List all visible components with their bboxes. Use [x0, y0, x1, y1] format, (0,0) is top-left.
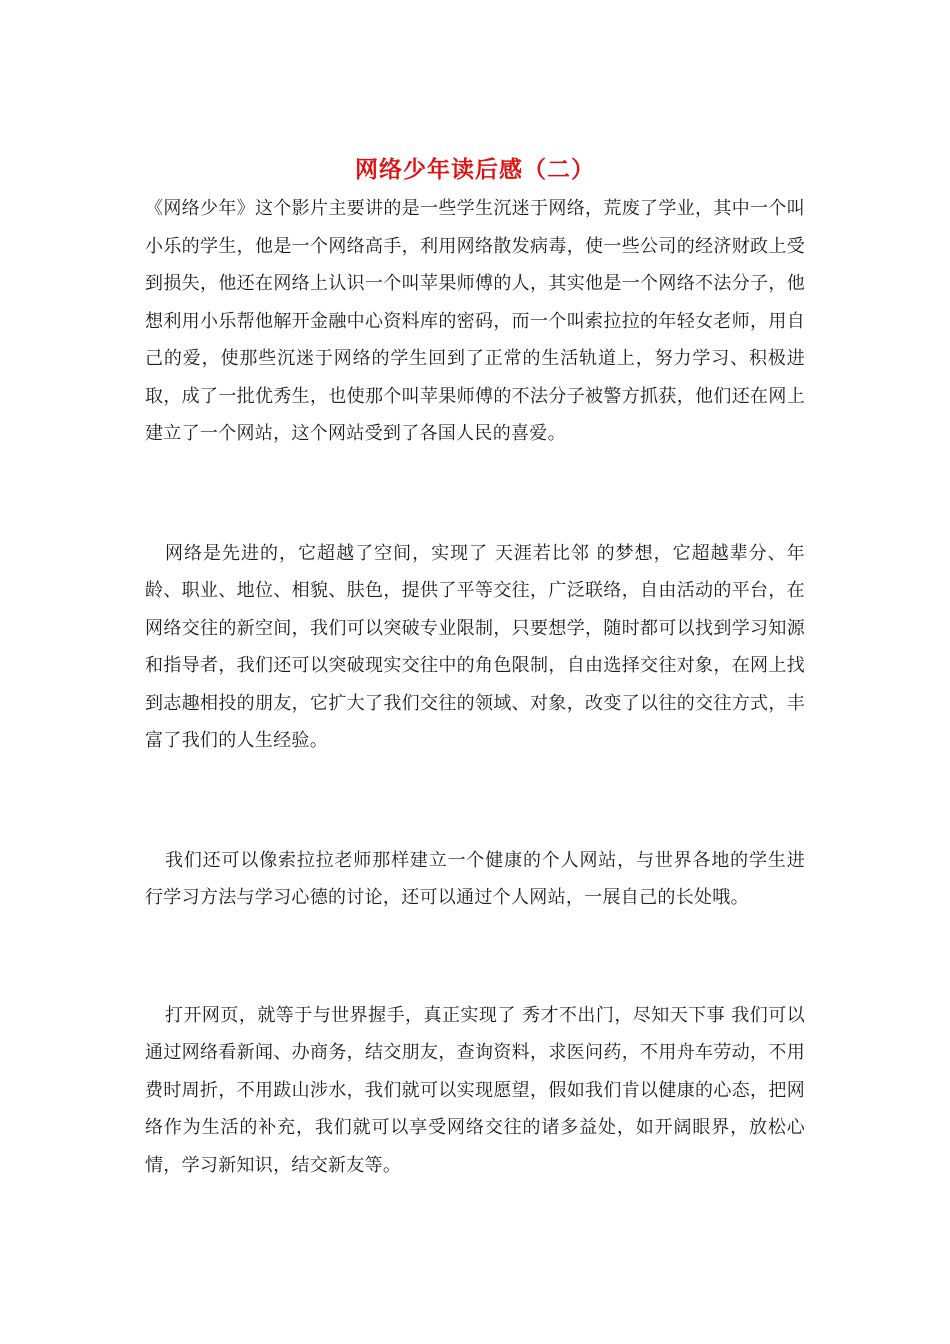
paragraph-gap	[145, 453, 805, 535]
document-page	[145, 150, 805, 1184]
paragraph-2: 网络是先进的，它超越了空间，实现了 天涯若比邻 的梦想，它超越辈分、年龄、职业、地位、相貌、肤色，提供了平等交往，广泛联络，自由活动的平台，在网络交往的新空间，我们可以突破专业限制，只要想学，随时都可以找到学习知源和指导者，我们还可以突破现实交往中的角色限制，自由选择交往对象，在网上找到志趣相投的朋友，它扩大了我们交往的领域、对象，改变了以往的交往方式，丰富了我们的人生经验。	[145, 542, 805, 751]
paragraph-gap	[145, 760, 805, 842]
paragraph-3: 我们还可以像索拉拉老师那样建立一个健康的个人网站，与世界各地的学生进行学习方法与学习心德的讨论，还可以通过个人网站，一展自己的长处哦。	[145, 849, 805, 908]
document-title: 网络少年读后感（二）	[355, 156, 595, 183]
paragraph-gap	[145, 917, 805, 997]
paragraph-1: 《网络少年》这个影片主要讲的是一些学生沉迷于网络，荒废了学业，其中一个叫小乐的学生，他是一个网络高手，利用网络散发病毒，使一些公司的经济财政上受到损失，他还在网络上认识一个叫苹果师傅的人，其实他是一个网络不法分子，他想利用小乐帮他解开金融中心资料库的密码，而一个叫索拉拉的年轻女老师，用自己的爱，使那些沉迷于网络的学生回到了正常的生活轨道上，努力学习、积极进取，成了一批优秀生，也使那个叫苹果师傅的不法分子被警方抓获，他们还在网上建立了一个网站，这个网站受到了各国人民的喜爱。	[145, 198, 805, 444]
paragraph-4: 打开网页，就等于与世界握手，真正实现了 秀才不出门，尽知天下事 我们可以通过网络看新闻、办商务，结交朋友，查询资料，求医问药，不用舟车劳动，不用费时周折，不用跋山涉水，我们就可以实现愿望，假如我们肯以健康的心态，把网络作为生活的补充，我们就可以享受网络交往的诸多益处，如开阔眼界，放松心情，学习新知识，结交新友等。	[145, 1004, 805, 1176]
